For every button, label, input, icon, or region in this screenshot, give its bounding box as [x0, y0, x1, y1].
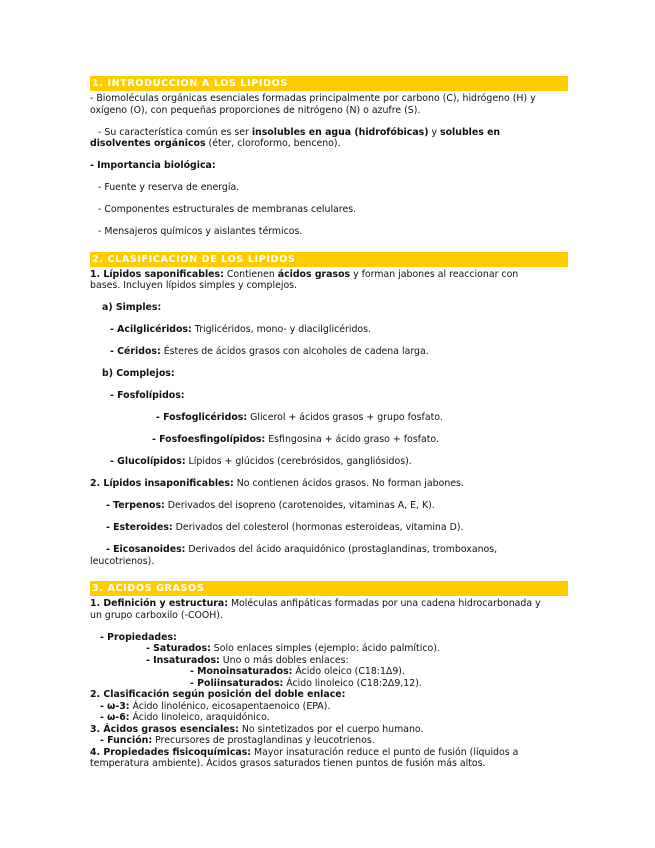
text: - Su característica común es ser: [98, 126, 252, 138]
list-item: [90, 643, 568, 655]
text: Moléculas anfipáticas formadas por una cadena hidrocarbonada y: [227, 598, 541, 609]
text: y: [428, 126, 441, 138]
text: Ácido linoleico (C18:2Δ9,12).: [283, 677, 422, 689]
text: - Biomoléculas orgánicas esenciales formadas principalmente por carbono (C), hidrógeno (H) y: [90, 93, 536, 104]
list-item: [90, 655, 568, 667]
section-heading-clasificacion: 2. CLASIFICACION DE LOS LIPIDOS: [90, 252, 568, 267]
list-item: - Componentes estructurales de membranas celulares.: [98, 204, 357, 215]
paragraph-insaponificables: [90, 478, 568, 490]
text: un grupo carboxilo (-COOH).: [90, 609, 223, 621]
subheading-simples: a) Simples:: [102, 302, 162, 313]
bold-text: - Monoinsaturados:: [190, 666, 293, 677]
list-item: [90, 522, 568, 534]
text: Ácido linolénico, eicosapentaenoico (EPA).: [129, 700, 331, 712]
text: Esfingosina + ácido graso + fosfato.: [265, 434, 439, 445]
bold-text: - Glucolípidos:: [110, 456, 186, 467]
list-item: [90, 701, 568, 713]
list-item: [90, 544, 568, 567]
list-item: [90, 434, 568, 446]
text: Mayor insaturación reduce el punto de fusión (líquidos a: [251, 746, 519, 758]
bold-text: 3. Ácidos grasos esenciales:: [90, 723, 239, 735]
paragraph-caracteristica: [90, 127, 568, 150]
bold-text: - Terpenos:: [106, 500, 165, 511]
bold-text: - ω-6:: [100, 712, 130, 723]
importance-label: - Importancia biológica:: [90, 160, 216, 171]
paragraph-esenciales: [90, 724, 568, 736]
bold-text: 4. Propiedades fisicoquímicas:: [90, 746, 252, 758]
text: Precursores de prostaglandinas y leucotrienos.: [152, 735, 375, 746]
bold-text: - Eicosanoides:: [106, 544, 186, 555]
text: Derivados del isopreno (carotenoides, vitaminas A, E, K).: [164, 500, 435, 511]
paragraph-clasificacion: 2. Clasificación según posición del doble enlace:: [90, 689, 346, 700]
list-item: [90, 324, 568, 336]
text: Ácido linoleico, araquidónico.: [129, 712, 270, 723]
bold-text: 2. Lípidos insaponificables:: [90, 478, 234, 489]
bold-text: 1. Definición y estructura:: [90, 598, 228, 609]
bold-text: - Insaturados:: [146, 654, 220, 666]
text: Solo enlaces simples (ejemplo: ácido palmítico).: [210, 643, 440, 654]
list-item: - Mensajeros químicos y aislantes térmicos.: [98, 226, 303, 237]
subheading-propiedades: - Propiedades:: [100, 631, 177, 643]
text: Derivados del ácido araquidónico (prostaglandinas, tromboxanos,: [185, 544, 498, 555]
bold-text: - Fosfoglicéridos:: [156, 412, 248, 423]
list-item: [90, 346, 568, 358]
section-heading-acidos-grasos: 3. ACIDOS GRASOS: [90, 581, 568, 596]
list-item: [90, 712, 568, 724]
bold-text: solubles en: [440, 126, 501, 138]
paragraph-fisicoquimicas: [90, 747, 568, 770]
paragraph-definicion: [90, 598, 568, 621]
list-item: [90, 412, 568, 424]
bold-text: - Esteroides:: [106, 522, 173, 533]
text: Contienen: [223, 268, 278, 280]
text: Lípidos + glúcidos (cerebrósidos, gangliósidos).: [185, 456, 412, 467]
text: Uno o más dobles enlaces:: [219, 654, 349, 666]
bold-text: insolubles en agua (hidrofóbicas): [251, 126, 429, 138]
text: Glicerol + ácidos grasos + grupo fosfato.: [247, 412, 443, 423]
list-item: - Fosfolípidos:: [110, 390, 185, 401]
list-item: [90, 456, 568, 468]
section-heading-introduccion: 1. INTRODUCCION A LOS LIPIDOS: [90, 76, 568, 91]
text: temperatura ambiente). Ácidos grasos saturados tienen puntos de fusión más altos.: [90, 758, 486, 769]
text: (éter, cloroformo, benceno).: [205, 138, 341, 149]
document-page: [90, 76, 568, 770]
paragraph-saponificables: [90, 269, 568, 292]
list-item: [90, 666, 568, 678]
bold-text: 1. Lípidos saponificables:: [90, 268, 224, 280]
text: oxígeno (O), con pequeñas proporciones de nitrógeno (N) o azufre (S).: [90, 104, 421, 116]
text: Ácido oleico (C18:1Δ9).: [292, 666, 405, 677]
text: No contienen ácidos grasos. No forman jabones.: [233, 478, 464, 489]
bold-text: - Fosfoesfingolípidos:: [152, 434, 266, 445]
paragraph-biomoleculas: [90, 93, 568, 116]
bold-text: ácidos grasos: [277, 268, 351, 280]
bold-text: - Acilglicéridos:: [110, 324, 192, 335]
bold-text: - Función:: [100, 735, 153, 746]
bold-text: - ω-3:: [100, 700, 130, 712]
bold-text: disolventes orgánicos: [90, 138, 206, 149]
text: leucotrienos).: [90, 555, 155, 567]
text: Triglicéridos, mono- y diacilglicéridos.: [191, 324, 372, 335]
bold-text: - Poliinsaturados:: [190, 677, 284, 689]
text: Derivados del colesterol (hormonas esteroideas, vitamina D).: [172, 522, 464, 533]
list-item: [90, 678, 568, 690]
bold-text: - Céridos:: [110, 346, 161, 357]
text: No sintetizados por el cuerpo humano.: [238, 723, 424, 735]
text: y forman jabones al reaccionar con: [350, 268, 519, 280]
list-item: - Fuente y reserva de energía.: [98, 182, 240, 193]
bold-text: - Saturados:: [146, 643, 211, 654]
text: Ésteres de ácidos grasos con alcoholes de cadena larga.: [160, 346, 429, 357]
subheading-complejos: b) Complejos:: [102, 368, 175, 379]
list-item: [90, 500, 568, 512]
text: bases. Incluyen lípidos simples y complejos.: [90, 280, 298, 291]
list-item: [90, 735, 568, 747]
